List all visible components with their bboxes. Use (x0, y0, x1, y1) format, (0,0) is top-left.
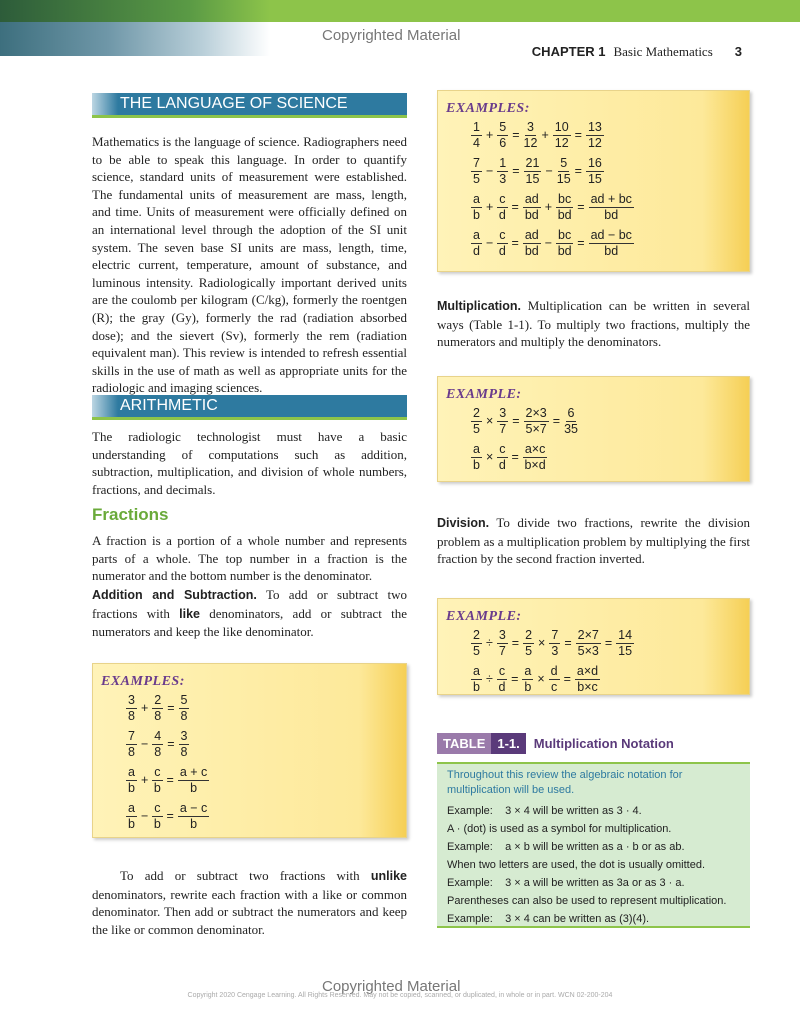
operator: + (485, 128, 494, 142)
fraction: $\frac{6}{35}$ (564, 405, 578, 436)
operator: × (485, 414, 494, 428)
table-line: Example: 3 × 4 will be written as 3 · 4. (447, 805, 642, 817)
equation (123, 762, 406, 798)
table-line: Example: a × b will be written as a · b or as ab. (447, 841, 685, 853)
fraction: a b (128, 764, 135, 795)
page-number: 3 (734, 44, 742, 59)
operator: = (511, 450, 519, 464)
fraction: 7 5 (473, 155, 480, 186)
equation (468, 153, 749, 189)
fraction: $\frac{a}{b}$ (473, 663, 480, 694)
operator: × (537, 672, 545, 686)
operator: = (166, 809, 174, 823)
paragraph-fractions: A fraction is a portion of a whole number and represents parts of a whole. The top number in a fraction is the numerator and the bottom number is the denominator. (92, 533, 407, 584)
fraction: $\frac{2}{5}$ (473, 627, 480, 658)
fraction: $\frac{3}{12}$ (523, 119, 538, 150)
equation (468, 439, 749, 475)
table-line: A · (dot) is used as a symbol for multiplication. (447, 823, 672, 835)
operator: − (140, 809, 149, 823)
fraction: $\frac{5}{15}$ (556, 155, 571, 186)
fraction: $\frac{2\times 3}{5\times 7}$ (525, 405, 547, 436)
operator: = (604, 636, 613, 650)
fraction: $\frac{2\times 7}{5\times 3}$ (577, 627, 599, 658)
paragraph-multiplication: Multiplication. Multiplication can be written in several ways (Table 1-1). To multiply two fractions, multiply the numerators and multiply the denominators. (437, 298, 750, 350)
running-head (532, 44, 750, 60)
fraction: $\frac{a + c}{b}$ (179, 764, 208, 795)
watermark: Copyrighted Material (322, 27, 461, 44)
operator: + (140, 701, 149, 715)
operator: = (166, 773, 174, 787)
operator: − (140, 737, 149, 751)
example-multiplication-box: EXAMPLE: $\frac{2}{5}$ × $\frac{3}{7}$ = $\frac{2\times 3}{5\times 7}$ = $\frac{6}{35}$ $\frac{a}{b}$ × $\frac{c}{d}$ = $\frac{a\times c}{b\times d}$ (437, 376, 750, 482)
operator: + (485, 200, 494, 214)
operator: ÷ (485, 672, 493, 686)
paragraph-language: Mathematics is the language of science. Radiographers need to be able to speak this language. In order to quantify science, standard units of measurement were established. The fundamental units of measurement are mass, length, and time. Units of measurement were officially defined on an international level through the adoption of the SI unit system. The seven base SI units are mass, length, time, electric current, temperature, amount of substance, and luminous intensity. Radiologically important derived units are the coulomb per kilogram (C/kg), formerly the roentgen (R); the gray (Gy), formerly the rad (radiation absorbed dose); and the sievert (Sv), formerly the rem (radiation equivalent man). This review is intended to refresh essential skills in the use of math as well as appropriate units for the radiologic and imaging sciences. (92, 134, 407, 396)
fraction: $\frac{a - c}{b}$ (179, 800, 208, 831)
operator: + (541, 128, 549, 142)
table-line: Parentheses can also be used to represent multiplication. (447, 895, 727, 907)
operator: − (544, 236, 553, 250)
operator: = (552, 414, 561, 428)
fraction: $\frac{ad + bc}{bd}$ (590, 191, 632, 222)
operator: − (545, 164, 553, 178)
paragraph-unlike: To add or subtract two fractions with unlike denominators, rewrite each fraction with a like or common denominator. Then add or subtract the numerators and keep the like or common denominator. (92, 868, 407, 937)
chapter-title: Basic Mathematics (613, 44, 713, 59)
operator: = (512, 164, 520, 178)
fraction: 3 8 (128, 692, 135, 723)
operator: = (577, 200, 585, 214)
paragraph-division: Division. To divide two fractions, rewrite the division problem as a multiplication problem by multiplying the first fraction by the second fraction inverted. (437, 515, 750, 567)
fraction: $\frac{2}{5}$ (473, 405, 480, 436)
examples-unlike-box: EXAMPLES: 1 4 + $\frac{5}{6}$ = $\frac{3}{12}$ + $\frac{10}{12}$ = $\frac{13}{12}$ 7 5 − $\frac{1}{3}$ = $\frac{21}{15}$ − $\frac{5}{15}$ = $\frac{16}{15}$ a b + $\frac{c}{d}$ = $\frac{ad}{bd}$ + $\frac{bc}{bd}$ = $\frac{ad + bc}{bd}$ a d − $\frac{c}{d}$ = $\frac{ad}{bd}$ − $\frac{bc}{bd}$ = $\frac{ad - bc}{bd}$ (437, 90, 750, 272)
fraction: $\frac{14}{15}$ (618, 627, 633, 658)
examples-like-box: EXAMPLES: 3 8 + $\frac{2}{8}$ = $\frac{5}{8}$ 7 8 − $\frac{4}{8}$ = $\frac{3}{8}$ a b + $\frac{c}{b}$ = $\frac{a + c}{b}$ a b − $\frac{c}{b}$ = $\frac{a - c}{b}$ (92, 663, 407, 838)
copyright-notice: Copyright 2020 Cengage Learning. All Rights Reserved. May not be copied, scanned, or duplicated, in whole or in part. WCN 02-200-204 (187, 992, 613, 999)
fraction: a b (473, 191, 480, 222)
fraction: $\frac{bc}{bd}$ (557, 191, 572, 222)
equation (468, 661, 749, 697)
fraction: 1 4 (473, 119, 480, 150)
table-line: When two letters are used, the dot is usually omitted. (447, 859, 706, 871)
fraction: $\frac{13}{12}$ (587, 119, 602, 150)
paragraph-arithmetic: The radiologic technologist must have a basic understanding of computations such as addition, subtraction, multiplication, and division of whole numbers, fractions, and decimals. (92, 429, 407, 497)
heading-fractions: Fractions (92, 505, 169, 524)
fraction: $\frac{7}{3}$ (551, 627, 559, 658)
operator: ÷ (485, 636, 493, 650)
fraction: a b (128, 800, 135, 831)
table-multiplication-notation (437, 762, 750, 928)
equation (468, 225, 749, 261)
fraction: $\frac{ad - bc}{bd}$ (590, 227, 632, 258)
fraction: $\frac{5}{6}$ (499, 119, 507, 150)
equation (123, 690, 406, 726)
table-line: Example: 3 × a will be written as 3a or as 3 · a. (447, 877, 685, 889)
fraction: $\frac{c}{d}$ (498, 441, 506, 472)
fraction: $\frac{a\times d}{b\times c}$ (576, 663, 599, 694)
fraction: $\frac{16}{15}$ (587, 155, 602, 186)
operator: = (511, 236, 519, 250)
fraction: $\frac{21}{15}$ (525, 155, 540, 186)
equation (468, 117, 749, 153)
fraction: $\frac{3}{7}$ (498, 627, 506, 658)
equation (123, 798, 406, 834)
operator: = (564, 636, 572, 650)
fraction: 7 8 (128, 728, 135, 759)
example-division-box: EXAMPLE: $\frac{2}{5}$ ÷ $\frac{3}{7}$ = $\frac{2}{5}$ × $\frac{7}{3}$ = $\frac{2\times 7}{5\times 3}$ = $\frac{14}{15}$ $\frac{a}{b}$ ÷ $\frac{c}{d}$ = $\frac{a}{b}$ × $\frac{d}{c}$ = $\frac{a\times d}{b\times c}$ (437, 598, 750, 695)
fraction: $\frac{4}{8}$ (154, 728, 162, 759)
fraction: $\frac{2}{8}$ (154, 692, 162, 723)
operator: + (544, 200, 553, 214)
operator: = (574, 128, 582, 142)
operator: = (511, 636, 520, 650)
fraction: $\frac{c}{b}$ (153, 764, 161, 795)
fraction: $\frac{d}{c}$ (550, 663, 558, 694)
operator: − (485, 236, 494, 250)
heading-arithmetic: ARITHMETIC (92, 395, 407, 420)
fraction: $\frac{3}{7}$ (499, 405, 507, 436)
operator: − (485, 164, 494, 178)
equation (468, 625, 749, 661)
fraction: $\frac{bc}{bd}$ (557, 227, 572, 258)
fraction: $\frac{c}{d}$ (498, 663, 506, 694)
operator: = (167, 701, 175, 715)
fraction: $\frac{ad}{bd}$ (524, 191, 539, 222)
chapter-label: CHAPTER 1 (531, 44, 606, 59)
fraction: $\frac{1}{3}$ (499, 155, 507, 186)
fraction: $\frac{5}{8}$ (180, 692, 188, 723)
operator: × (485, 450, 494, 464)
fraction: $\frac{c}{b}$ (153, 800, 161, 831)
table-intro: Throughout this review the algebraic notation for multiplication will be used. (447, 769, 683, 796)
equation (123, 726, 406, 762)
equation (468, 189, 749, 225)
footer-watermark: Copyrighted Material (322, 978, 461, 995)
fraction: $\frac{c}{d}$ (498, 191, 506, 222)
paragraph-addsub: Addition and Subtraction. To add or subtract two fractions with like denominators, add or subtract the numerators and keep the like denominator. (92, 587, 407, 640)
operator: = (512, 414, 520, 428)
fraction: $\frac{10}{12}$ (554, 119, 569, 150)
equation (468, 403, 749, 439)
fraction: $\frac{c}{d}$ (498, 227, 506, 258)
operator: × (538, 636, 546, 650)
operator: = (511, 672, 519, 686)
operator: = (511, 200, 519, 214)
header-image (0, 0, 270, 56)
operator: = (577, 236, 585, 250)
table-caption: TABLE 1-1. Multiplication Notation (437, 733, 674, 754)
operator: = (563, 672, 571, 686)
operator: + (140, 773, 149, 787)
fraction: a d (473, 227, 480, 258)
fraction: $\frac{3}{8}$ (180, 728, 188, 759)
operator: = (512, 128, 520, 142)
operator: = (167, 737, 175, 751)
fraction: $\frac{a}{b}$ (473, 441, 480, 472)
heading-language-of-science: THE LANGUAGE OF SCIENCE (92, 93, 407, 118)
table-line: Example: 3 × 4 can be written as (3)(4). (447, 913, 650, 925)
fraction: $\frac{2}{5}$ (525, 627, 533, 658)
fraction: $\frac{ad}{bd}$ (524, 227, 539, 258)
operator: = (574, 164, 582, 178)
fraction: $\frac{a}{b}$ (524, 663, 532, 694)
fraction: $\frac{a\times c}{b\times d}$ (524, 441, 546, 472)
